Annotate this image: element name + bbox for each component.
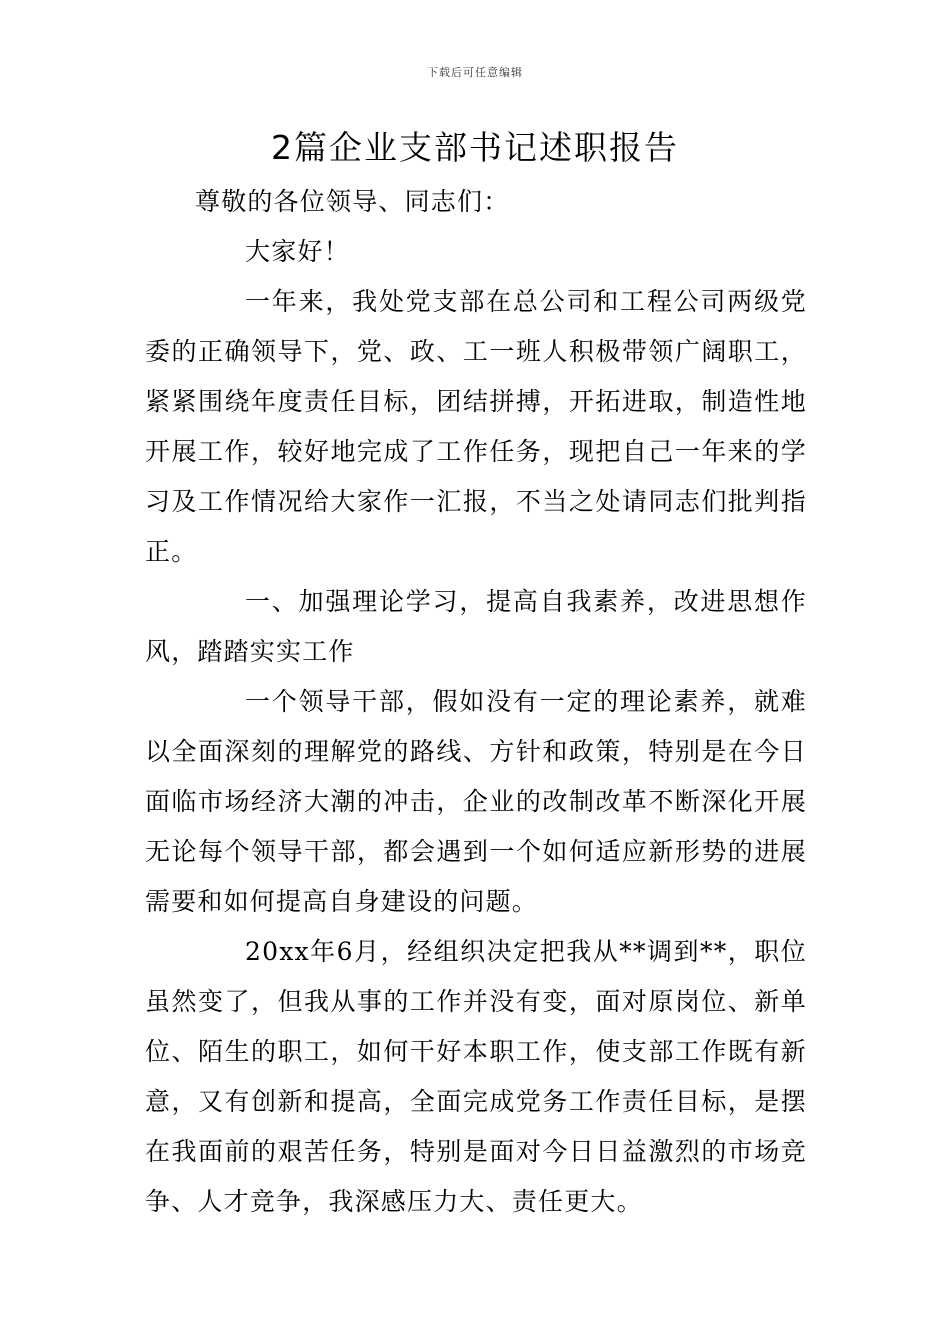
paragraph-intro: 一年来，我处党支部在总公司和工程公司两级党委的正确领导下，党、政、工一班人积极带领广阔职工，紧紧围绕年度责任目标，团结拼搏，开拓进取，制造性地开展工作，较好地完成了工作任务，现把自己一年来的学习及工作情况给大家作一汇报，不当之处请同志们批判指正。 [145,287,807,566]
header-note: 下载后可任意编辑 [427,66,523,79]
paragraph-greeting: 大家好！ [245,237,350,266]
document-body [145,177,807,1227]
paragraph-theory: 一个领导干部，假如没有一定的理论素养，就难以全面深刻的理解党的路线、方针和政策，特别是在今日面临市场经济大潮的冲击，企业的改制改革不断深化开展无论每个领导干部，都会遇到一个如何适应新形势的进展需要和如何提高自身建设的问题。 [145,687,807,916]
salutation: 尊敬的各位领导、同志们： [195,187,510,216]
paragraph-transfer: 20xx年6月，经组织决定把我从**调到**，职位虽然变了，但我从事的工作并没有变，面对原岗位、新单位、陌生的职工，如何干好本职工作，使支部工作既有新意，又有创新和提高，全面完成党务工作责任目标，是摆在我面前的艰苦任务，特别是面对今日日益激烈的市场竞争、人才竞争，我深感压力大、责任更大。 [145,937,807,1216]
section-heading-1: 一、加强理论学习，提高自我素养，改进思想作风，踏踏实实工作 [145,587,807,666]
document-title: 2篇企业支部书记述职报告 [271,128,679,167]
